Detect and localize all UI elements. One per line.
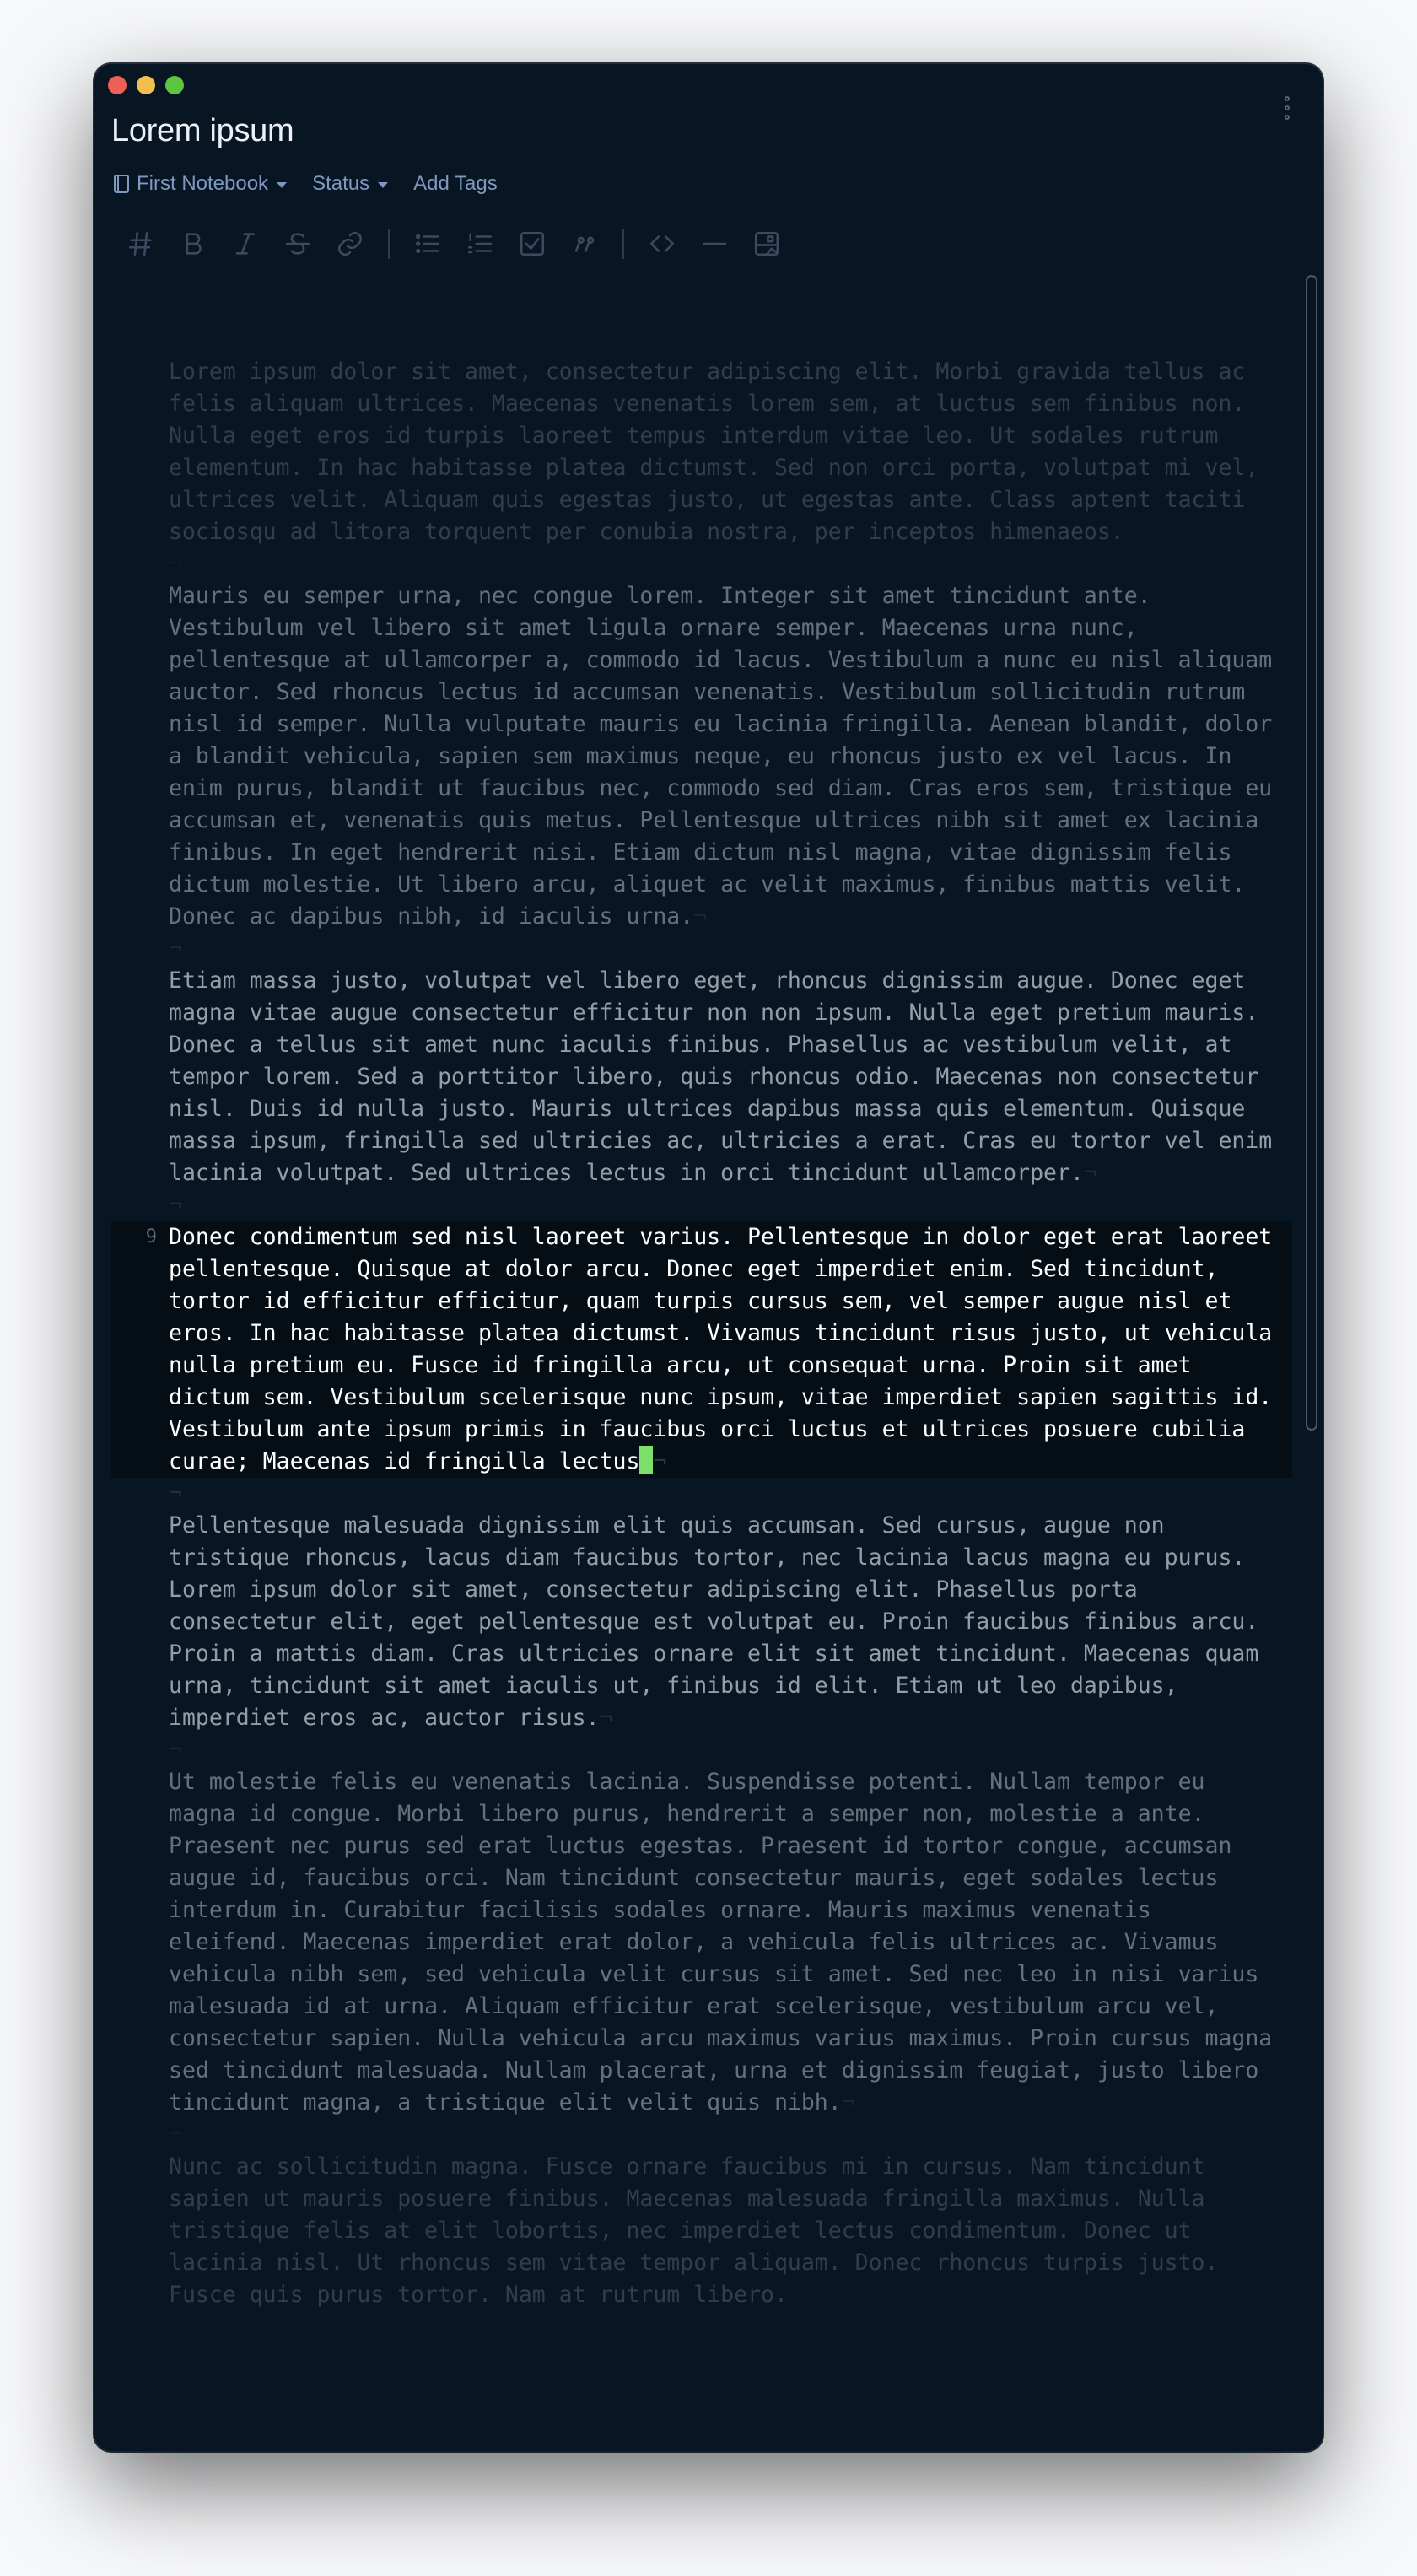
paragraph-text: Donec condimentum sed nisl laoreet varius. Pellentesque in dolor eget erat laoreet pellentesque. Quisque at dolor arcu. Donec eget imperdiet enim. Sed tincidunt, tortor id efficitur efficitur, quam turpis cursus sem, vel semper augue nisl et eros. In hac habitasse platea dictumst. Vivamus tincidunt risus justo, ut vehicula nulla pretium eu. Fusce id fringilla arcu, ut consequat urna. Proin sit amet dictum sem. Vestibulum scelerisque nunc ipsum, vitae imperdiet sapien sagittis id. Vestibulum ante ipsum primis in faucibus orci luctus et ultrices posuere cubilia curae; Maecenas id fringilla lectus [169,1224,1286,1474]
toolbar-divider [388,229,390,259]
blank-line [111,548,1292,580]
note-editor-window [94,64,1323,2451]
pilcrow-mark: ¬ [169,1737,182,1763]
status-selector[interactable] [312,172,388,196]
status-label: Status [312,172,370,195]
bulleted-list-icon [413,229,442,258]
blank-line [111,292,1292,324]
formatting-toolbar [115,223,793,265]
text-cursor [639,1446,653,1474]
editor-scrollbar[interactable] [1302,275,1323,1431]
pilcrow-mark: ¬ [169,2121,182,2148]
paragraph-text: Lorem ipsum dolor sit amet, consectetur adipiscing elit. Morbi gravida tellus ac felis aliquam ultrices. Maecenas venenatis lorem sem, at luctus sem finibus non. Nulla eget eros id turpis laoreet tempus interdum vitae leo. Ut sodales rutrum elementum. In hac habitasse platea dictumst. Sed non orci porta, volutpat mi vel, ultrices velit. Aliquam quis egestas justo, ut egestas ante. Class aptent taciti sociosqu ad litora torquent per conubia nostra, per inceptos himenaeos. [169,358,1273,545]
quote-icon [570,229,599,258]
notebook-selector[interactable] [113,172,287,196]
active-paragraph[interactable] [111,1221,1292,1478]
blank-line [111,933,1292,965]
paragraph-text: Nunc ac sollicitudin magna. Fusce ornare faucibus mi in cursus. Nam tincidunt sapien ut mauris posuere finibus. Maecenas malesuada fringilla maximus. Nulla tristique felis at elit lobortis, nec imperdiet lectus condimentum. Donec ut lacinia nisl. Ut rhoncus sem vitae tempor aliquam. Donec rhoncus turpis justo. Fusce quis purus tortor. Nam at rutrum libero. [169,2153,1232,2308]
pilcrow-mark: ¬ [841,2089,855,2115]
add-tags-button[interactable] [413,172,498,196]
add-tags-label: Add Tags [413,172,498,195]
paragraph-text: Ut molestie felis eu venenatis lacinia. Suspendisse potenti. Nullam tempor eu magna id congue. Morbi libero purus, hendrerit a semper non, molestie a ante. Praesent nec purus sed erat luctus egestas. Praesent id tortor congue, accumsan augue id, faucibus orci. Nam tincidunt consectetur mauris, eget sodales lectus interdum in. Curabitur facilisis sodales ornare. Mauris maximus venenatis eleifend. Maecenas imperdiet erat dolor, a vehicula felis ultrices ac. Vivamus vehicula nibh sem, sed vehicula velit cursus sit amet. Sed nec leo in nisi varius malesuada id at urna. Aliquam efficitur erat scelerisque, vestibulum arcu vel, consectetur sapien. Nulla vehicula arcu maximus varius maximus. Proin cursus magna sed tincidunt malesuada. Nullam placerat, urna et dignissim feugiat, justo libero tincidunt magna, a tristique elit velit quis nibh. [169,1769,1286,2115]
editor-paragraph[interactable] [111,356,1292,548]
bulleted-list-button[interactable] [401,223,454,265]
markdown-editor[interactable] [111,292,1292,2311]
bold-button[interactable] [167,223,219,265]
zoom-window-button[interactable] [165,76,184,94]
pilcrow-mark: ¬ [1083,1160,1097,1186]
chevron-down-icon [378,182,388,188]
heading-icon [127,229,155,258]
editor-paragraph[interactable] [111,965,1292,1189]
blank-line [111,1478,1292,1510]
pilcrow-mark: ¬ [169,551,182,577]
link-icon [336,229,364,258]
pilcrow-mark: ¬ [653,1448,667,1474]
strikethrough-button[interactable] [272,223,324,265]
toolbar-divider [622,229,624,259]
blank-line [111,1189,1292,1221]
chevron-down-icon [277,182,287,188]
bold-icon [179,229,207,258]
paragraph-text: Pellentesque malesuada dignissim elit quis accumsan. Sed cursus, augue non tristique rhoncus, lacus diam faucibus tortor, nec lacinia lacus magna eu purus. Lorem ipsum dolor sit amet, consectetur adipiscing elit. Phasellus porta consectetur elit, eget pellentesque est volutpat eu. Proin faucibus finibus arcu. Proin a mattis diam. Cras ultricies ornare elit sit amet tincidunt. Maecenas quam urna, tincidunt sit amet iaculis ut, finibus id elit. Etiam ut leo dapibus, imperdiet eros ac, auctor risus. [169,1512,1273,1731]
strikethrough-icon [283,229,312,258]
scrollbar-thumb[interactable] [1306,275,1317,1431]
window-controls [108,76,184,94]
code-icon [648,229,676,258]
blank-line [111,1734,1292,1766]
close-window-button[interactable] [108,76,127,94]
editor-paragraph[interactable] [111,2151,1292,2311]
pilcrow-mark: ¬ [169,935,182,962]
numbered-list-button[interactable] [454,223,506,265]
horizontal-rule-icon [700,229,729,258]
link-button[interactable] [324,223,376,265]
note-title[interactable]: Lorem ipsum [111,113,294,148]
editor-paragraph[interactable] [111,1766,1292,2119]
image-button[interactable] [741,223,793,265]
blank-line [111,324,1292,356]
minimize-window-button[interactable] [137,76,155,94]
paragraph-text: Mauris eu semper urna, nec congue lorem. Integer sit amet tincidunt ante. Vestibulum vel libero sit amet ligula ornare semper. Maecenas urna nunc, pellentesque at ullamcorper a, commodo id lacus. Vestibulum a nunc eu nisl aliquam auctor. Sed rhoncus lectus id accumsan venenatis. Vestibulum sollicitudin rutrum nisl id semper. Nulla vulputate mauris eu lacinia fringilla. Aenean blandit, dolor a blandit vehicula, sapien sem maximus neque, eu rhoncus justo ex vel lacus. In enim purus, blandit ut faucibus nec, commodo sed diam. Cras eros sem, tristique eu accumsan et, venenatis quis metus. Pellentesque ultrices nibh sit amet ex lacinia finibus. In eget hendrerit nisi. Etiam dictum nisl magna, vitae dignissim felis dictum molestie. Ut libero arcu, aliquet ac velit maximus, finibus mattis velit. Donec ac dapibus nibh, id iaculis urna. [169,583,1286,930]
notebook-icon [113,174,130,194]
line-number: 9 [145,1226,157,1248]
notebook-label: First Notebook [137,172,269,195]
image-icon [752,229,781,258]
numbered-list-icon [466,229,494,258]
note-meta-bar [113,172,498,196]
horizontal-rule-button[interactable] [688,223,741,265]
checklist-button[interactable] [506,223,558,265]
pilcrow-mark: ¬ [599,1705,613,1731]
checklist-icon [518,229,547,258]
more-options-icon[interactable] [1284,96,1290,120]
quote-button[interactable] [558,223,611,265]
pilcrow-mark: ¬ [693,903,708,930]
pilcrow-mark: ¬ [169,1480,182,1506]
editor-paragraph[interactable] [111,580,1292,933]
italic-button[interactable] [219,223,272,265]
editor-paragraph[interactable] [111,1510,1292,1734]
pilcrow-mark: ¬ [169,1192,182,1218]
paragraph-text: Etiam massa justo, volutpat vel libero eget, rhoncus dignissim augue. Donec eget magna vitae augue consectetur efficitur non non ipsum. Nulla eget pretium mauris. Donec a tellus sit amet nunc iaculis finibus. Phasellus ac vestibulum velit, at tempor lorem. Sed a porttitor libero, quis rhoncus odio. Maecenas non consectetur nisl. Duis id nulla justo. Mauris ultrices dapibus massa quis elementum. Quisque massa ipsum, fringilla sed ultricies ac, ultricies a erat. Cras eu tortor vel enim lacinia volutpat. Sed ultrices lectus in orci tincidunt ullamcorper. [169,967,1286,1186]
heading-button[interactable] [115,223,167,265]
blank-line [111,2119,1292,2151]
italic-icon [231,229,260,258]
code-button[interactable] [636,223,688,265]
